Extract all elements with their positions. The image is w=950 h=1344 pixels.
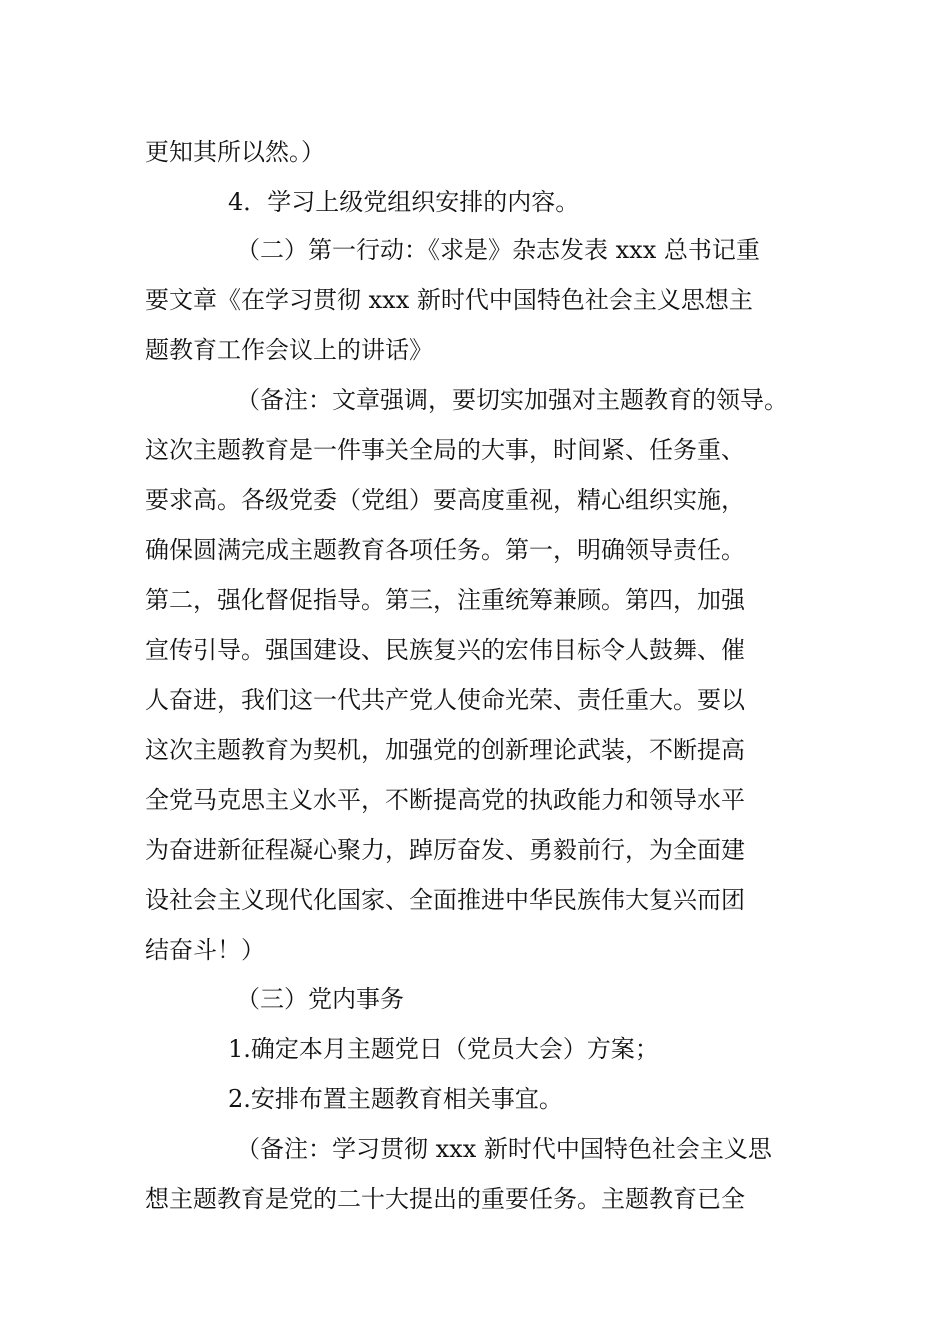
text-line: 要求高。各级党委（党组）要高度重视，精心组织实施，	[145, 486, 745, 514]
text-line: 想主题教育是党的二十大提出的重要任务。主题教育已全	[145, 1185, 745, 1213]
list-item-4: 4．学习上级党组织安排的内容。	[228, 188, 580, 216]
note-paragraph-start: （备注：学习贯彻 xxx 新时代中国特色社会主义思	[236, 1135, 772, 1163]
text-line: 结奋斗！）	[145, 936, 265, 964]
text-line: 设社会主义现代化国家、全面推进中华民族伟大复兴而团	[145, 886, 745, 914]
text-line: 这次主题教育是一件事关全局的大事，时间紧、任务重、	[145, 436, 745, 464]
note-paragraph-start: （备注：文章强调，要切实加强对主题教育的领导。	[236, 386, 788, 414]
section-heading-2: （二）第一行动：《求是》杂志发表 xxx 总书记重	[236, 236, 760, 264]
text-line: 题教育工作会议上的讲话》	[145, 336, 433, 364]
section-heading-3: （三）党内事务	[236, 985, 404, 1013]
text-line: 宣传引导。强国建设、民族复兴的宏伟目标令人鼓舞、催	[145, 636, 745, 664]
text-line: 第二，强化督促指导。第三，注重统筹兼顾。第四，加强	[145, 586, 745, 614]
text-line: 更知其所以然。）	[145, 138, 325, 166]
text-line: 为奋进新征程凝心聚力，踔厉奋发、勇毅前行，为全面建	[145, 836, 745, 864]
text-line: 确保圆满完成主题教育各项任务。第一，明确领导责任。	[145, 536, 745, 564]
text-line: 这次主题教育为契机，加强党的创新理论武装，不断提高	[145, 736, 745, 764]
text-line: 人奋进，我们这一代共产党人使命光荣、责任重大。要以	[145, 686, 745, 714]
text-line: 全党马克思主义水平，不断提高党的执政能力和领导水平	[145, 786, 745, 814]
list-item-2: 2.安排布置主题教育相关事宜。	[228, 1085, 563, 1113]
text-line: 要文章《在学习贯彻 xxx 新时代中国特色社会主义思想主	[145, 286, 753, 314]
list-item-1: 1.确定本月主题党日（党员大会）方案；	[228, 1035, 659, 1063]
